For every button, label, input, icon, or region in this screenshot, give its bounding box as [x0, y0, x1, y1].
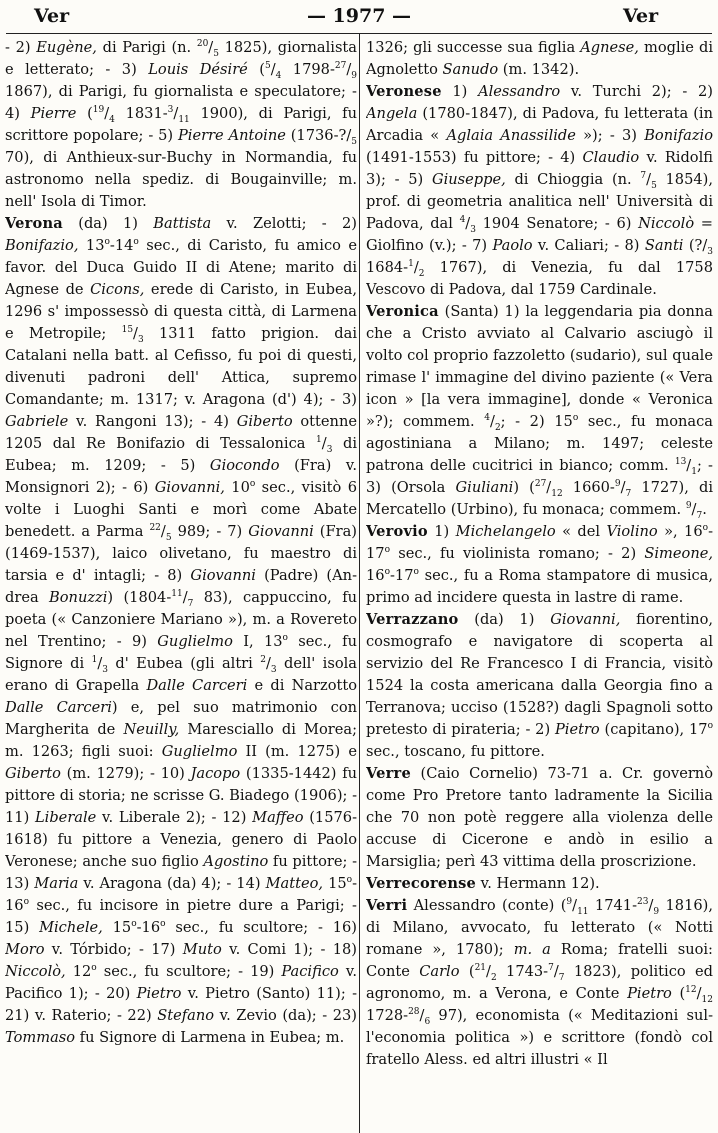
running-head-right: Ver [623, 5, 659, 27]
dictionary-entry: Veronica (Santa) 1) la leggendaria pia donna che a Cristo avviato al Calvario asciugò il volto col proprio fazzoletto (sudario), sul quale rimase l' immagine del divino paziente (« Vera icon » [la vera immagine], donde « Veronica »?); commem. $^4/_2$; - 2) 15$^o$ sec., fu monaca agostiniana a Milano; m. 1497; celeste patrona delle cucitrici in bianco; comm. $^{13}/_1$; - 3) (Orsola Giuliani) ($^{27}/_{12}$ $1660-^9/_7$ 1727), di Mercatello (Urbino), fu monaca; commem. $^9/_7$. [366, 303, 713, 521]
page-number: — 1977 — [306, 5, 412, 27]
dictionary-entry: - 2) Eugène, di Parigi (n. $^{20}/_5$ 1825), giornalista e letterato; - 3) Louis Désiré ($^5/_4$ $1798-^{27}/_9$ 1867), di Parigi, fu giornalista e speculatore; - 4) Pierre ($^{19}/_4$ $1831-^3/_{11}$ 1900), di Parigi, fu scrittore popolare; - 5) Pierre Antoine ($1736-?/_5$ 70), di Anthieux-sur-Buchy in Normandia, fu astronomo nella spediz. di Bougainville; m. nell' Isola di Timor. [5, 39, 357, 210]
dictionary-entry: 1326; gli successe sua figlia Agnese, moglie di Agnoletto Sanudo (m. 1342). [366, 39, 713, 78]
page-header [0, 0, 718, 34]
column-divider [359, 34, 360, 1133]
dictionary-entry: Verrazzano (da) 1) Giovanni, fiorentino, cosmografo e navigatore di scoperta al servizio del Re Francesco I di Francia, visitò 1524 la costa americana dalla Georgia fino a Terranova; ucciso (1528?) dagli Spagnoli sotto pretesto di pirateria; - 2) Pietro (capitano), 17$^o$ sec., toscano, fu pittore. [366, 611, 713, 760]
dictionary-entry: Verrecorense v. Hermann 12). [366, 875, 600, 892]
dictionary-entry: Verre (Caio Cornelio) 73-71 a. Cr. governò come Pro Pretore tanto ladramente la Sicilia che 70 non potè reggere alla violenza delle accuse di Cicerone e andò in esilio a Marsiglia; perì 43 vittima della proscrizione. [366, 765, 713, 870]
running-head-left: Ver [34, 5, 70, 27]
dictionary-entry: Veronese 1) Alessandro v. Turchi 2); - 2) Angela (1780-1847), di Padova, fu letterata (in Arcadia « Aglaia Anassilide »); - 3) Bonifazio (1491-1553) fu pittore; - 4) Claudio v. Ridolfi 3); - 5) Giuseppe, di Chioggia (n. $^7/_5$ 1854), prof. di geometria analitica nell' Università di Padova, dal $^4/_3$ 1904 Senatore; - 6) Niccolò = Giolfino (v.); - 7) Paolo v. Caliari; - 8) Santi ($?/_3$ $1684-^1/_2$ 1767), di Venezia, fu dal 1758 Vescovo di Padova, dal 1759 Cardinale. [366, 83, 713, 298]
left-column [5, 37, 357, 1131]
right-column [366, 37, 713, 1131]
dictionary-entry: Verri Alessandro (conte) ($^9/_{11}$ $1741-^{23}/_9$ 1816), di Milano, avvocato, fu letterato (« Notti romane », 1780); m. a Roma; fratelli suoi: Conte Carlo ($^{21}/_2$ $1743-^7/_7$ 1823), politico ed agronomo, m. a Verona, e Conte Pietro ($^{12}/_{12}$ $1728-^{28}/_6$ 97), economista (« Meditazioni sull'economia politica ») e scrittore (fondò col fratello Aless. ed altri illustri « Il [366, 897, 713, 1068]
dictionary-entry: Verovio 1) Michelangelo « del Violino », 16$^o$-17$^o$ sec., fu violinista romano; - 2) Simeone, 16$^o$-17$^o$ sec., fu a Roma stampatore di musica, primo ad incidere questa in lastre di rame. [366, 523, 713, 606]
dictionary-entry: Verona (da) 1) Battista v. Zelotti; - 2) Bonifazio, 13$^o$-14$^o$ sec., di Caristo, fu amico e favor. del Duca Guido II di Atene; marito di Agnese de Cicons, erede di Caristo, in Eubea, 1296 s' impossessò di questa città, di Larmena e Metropile; $^{15}/_3$ 1311 fatto prigion. dai Catalani nella batt. al Cefisso, fu poi di questi, divenuti padroni dell' Attica, supremo Comandante; m. 1317; v. Aragona (d') 4); - 3) Gabriele v. Rangoni 13); - 4) Giberto ottenne 1205 dal Re Bonifazio di Tessalonica $^1/_3$ di Eubea; m. 1209; - 5) Giocondo (Fra) v. Monsignori 2); - 6) Giovanni, 10$^o$ sec., visitò 6 volte i Luoghi Santi e morì come Abate benedett. a Parma $^{22}/_5$ 989; - 7) Giovanni (Fra) (1469-1537), laico olivetano, fu maestro di tarsia e d' intagli; - 8) Giovanni (Padre) (Andrea Bonuzzi) ($1804-^{11}/_7$ 83), cappuccino, fu poeta (« Canzoniere Mariano »), m. a Rovereto nel Trentino; - 9) Guglielmo I, 13$^o$ sec., fu Signore di $^1/_3$ d' Eubea (gli altri $^2/_3$ dell' isola erano di Grapella Dalle Carceri e di Narzotto Dalle Carceri) e, pel suo matrimonio con Margherita de Neuilly, Maresciallo di Morea; m. 1263; figli suoi: Guglielmo II (m. 1275) e Giberto (m. 1279); - 10) Jacopo (1335-1442) fu pittore di storia; ne scrisse G. Biadego (1906); - 11) Liberale v. Liberale 2); - 12) Maffeo (1576-1618) fu pittore a Venezia, genero di Paolo Veronese; anche suo figlio Agostino fu pittore; - 13) Maria v. Aragona (da) 4); - 14) Matteo, 15$^o$-16$^o$ sec., fu incisore in pietre dure a Parigi; - 15) Michele, 15$^o$-16$^o$ sec., fu scultore; - 16) Moro v. Tórbido; - 17) Muto v. Comi 1); - 18) Niccolò, 12$^o$ sec., fu scultore; - 19) Pacifico v. Pacifico 1); - 20) Pietro v. Pietro (Santo) 11); - 21) v. Raterio; - 22) Stefano v. Zevio (da); - 23) Tommaso fu Signore di Larmena in Eubea; m. [5, 215, 357, 1046]
